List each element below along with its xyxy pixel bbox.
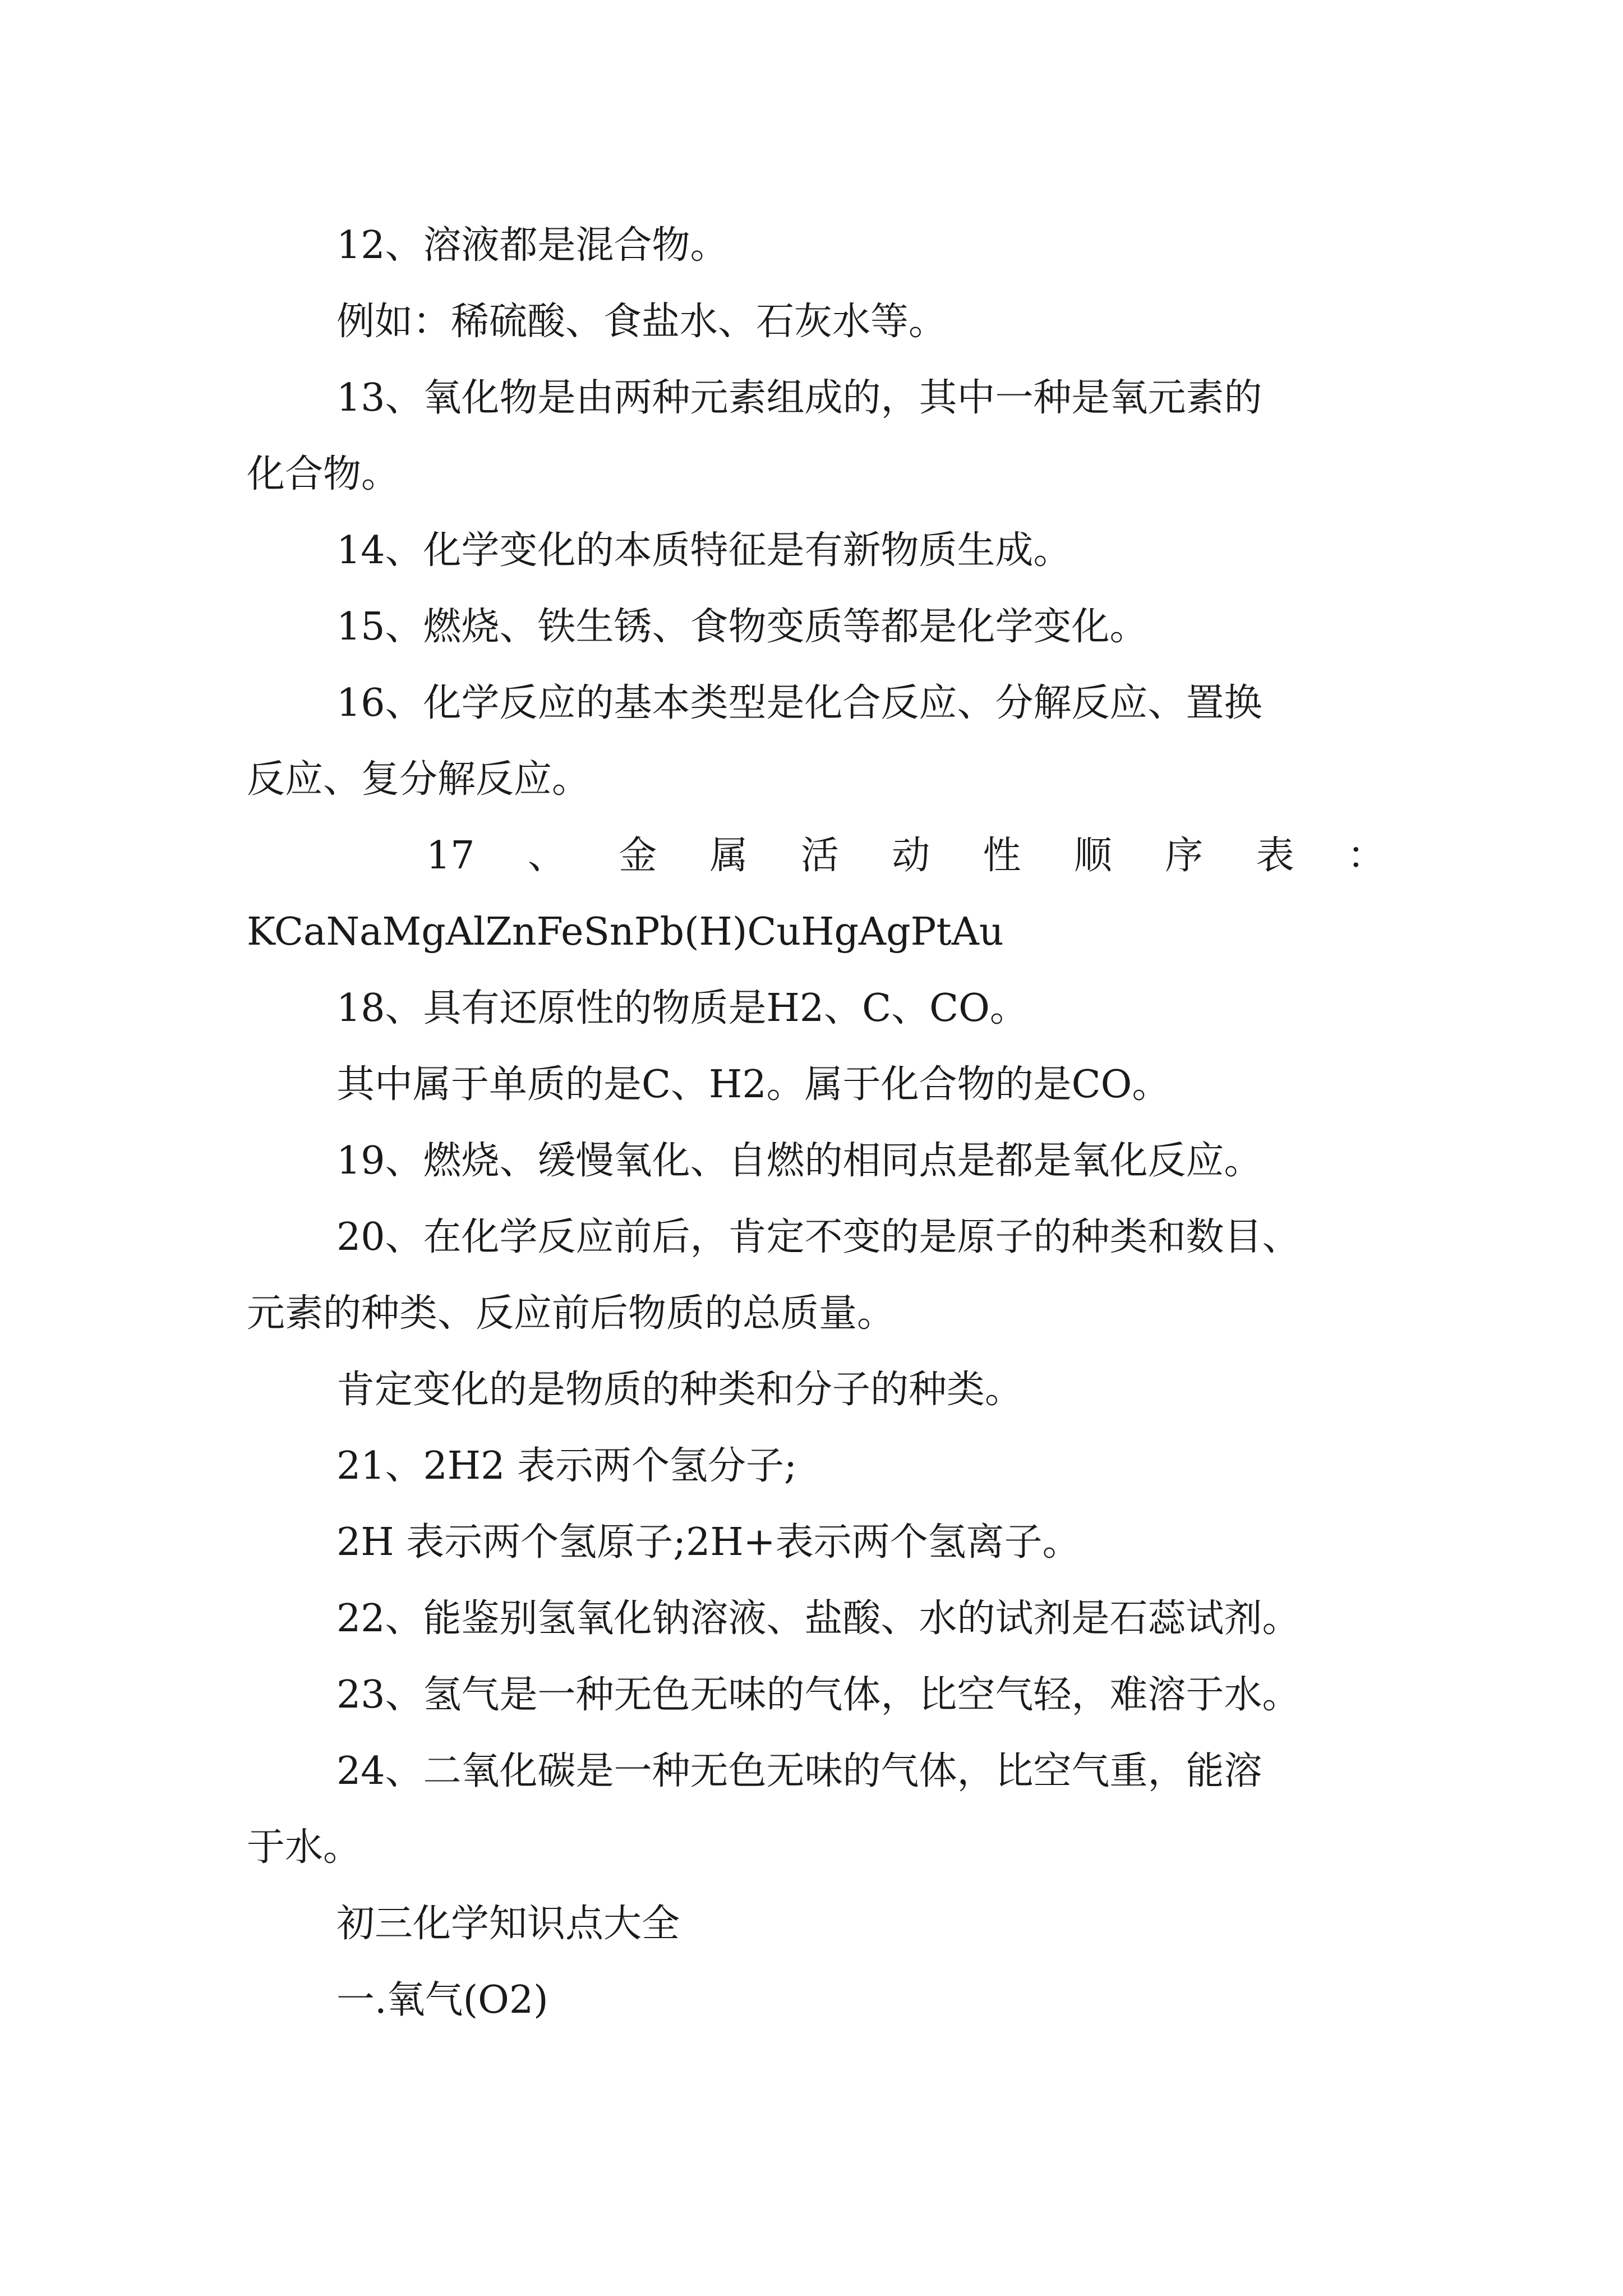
line-17-part: 序: [1165, 834, 1204, 878]
line-17-part: 金: [619, 834, 657, 878]
line-21: 21、2H2 表示两个氢分子;: [336, 1444, 797, 1488]
line-12-example: 例如：稀硫酸、食盐水、石灰水等。: [336, 300, 947, 344]
line-20-cont: 元素的种类、反应前后物质的总质量。: [247, 1291, 896, 1336]
line-17-part: ：: [1347, 834, 1385, 878]
section-heading: 初三化学知识点大全: [336, 1902, 680, 1946]
line-16-cont: 反应、复分解反应。: [247, 757, 591, 802]
line-15: 15、燃烧、铁生锈、食物变质等都是化学变化。: [336, 605, 1148, 649]
line-12: 12、溶液都是混合物。: [336, 223, 728, 268]
line-21-note: 2H 表示两个氢原子;2H+表示两个氢离子。: [336, 1520, 1081, 1565]
line-16: 16、化学反应的基本类型是化合反应、分解反应、置换: [336, 681, 1262, 725]
line-17-part: 动: [892, 834, 930, 878]
line-18-note: 其中属于单质的是C、H2。属于化合物的是CO。: [336, 1062, 1170, 1107]
line-17: [247, 818, 1385, 894]
line-17-cont: KCaNaMgAlZnFeSnPb(H)CuHgAgPtAu: [247, 910, 1004, 954]
line-23: 23、氢气是一种无色无味的气体，比空气轻，难溶于水。: [336, 1673, 1301, 1717]
line-18: 18、具有还原性的物质是H2、C、CO。: [336, 986, 1028, 1030]
line-17-part: 、: [527, 834, 566, 878]
line-13-cont: 化合物。: [247, 452, 400, 496]
line-17-part: 活: [800, 834, 839, 878]
line-17-part: 顺: [1073, 834, 1112, 878]
line-17-part: 17: [426, 834, 475, 878]
line-20: 20、在化学反应前后，肯定不变的是原子的种类和数目、: [336, 1215, 1301, 1259]
line-24-cont: 于水。: [247, 1825, 362, 1870]
line-17-part: 属: [709, 834, 748, 878]
line-24: 24、二氧化碳是一种无色无味的气体，比空气重，能溶: [336, 1749, 1262, 1793]
line-20-note: 肯定变化的是物质的种类和分子的种类。: [336, 1368, 1023, 1412]
line-14: 14、化学变化的本质特征是有新物质生成。: [336, 528, 1072, 573]
line-17-part: 性: [983, 834, 1021, 878]
line-13: 13、氧化物是由两种元素组成的，其中一种是氧元素的: [336, 376, 1262, 420]
line-19: 19、燃烧、缓慢氧化、自燃的相同点是都是氧化反应。: [336, 1139, 1262, 1183]
line-22: 22、能鉴别氢氧化钠溶液、盐酸、水的试剂是石蕊试剂。: [336, 1596, 1301, 1641]
subsection-heading: 一.氧气(O2): [336, 1978, 548, 2022]
line-17-part: 表: [1256, 834, 1294, 878]
